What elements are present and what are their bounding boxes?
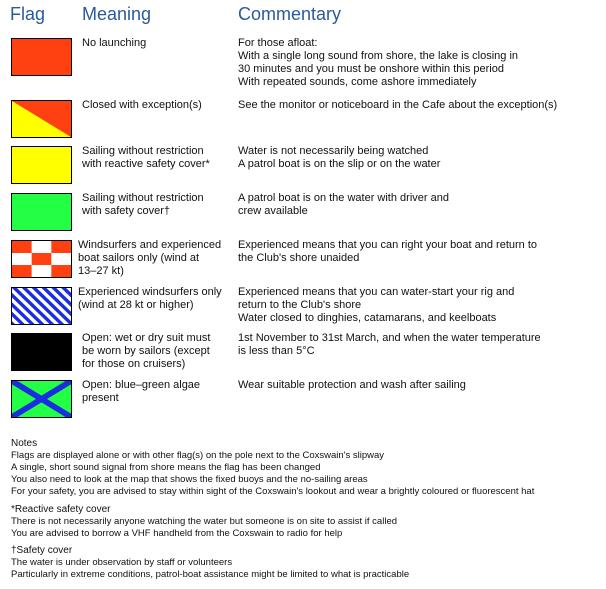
signal-flag-icon xyxy=(11,380,72,418)
reactive-cover-line: There is not necessarily anyone watching the water but someone is on site to assist if called xyxy=(11,516,398,527)
flag-meaning xyxy=(82,145,242,171)
commentary-line: Water closed to dinghies, catamarans, and keelboats xyxy=(238,312,497,324)
meaning-line: Open: wet or dry suit must xyxy=(82,332,211,344)
meaning-line: with reactive safety cover* xyxy=(82,158,210,170)
notes-title: Notes xyxy=(11,438,38,449)
safety-cover-line: Particularly in extreme conditions, patrol-boat assistance might be limited to what is practicable xyxy=(11,569,410,580)
commentary-line: A patrol boat is on the slip or on the water xyxy=(238,158,441,170)
flag-commentary xyxy=(238,332,600,358)
reactive-cover-line: You are advised to borrow a VHF handheld from the Coxswain to radio for help xyxy=(11,528,343,539)
flag-meaning xyxy=(82,99,242,112)
meaning-line: for those on cruisers) xyxy=(82,358,186,370)
signal-flag-icon xyxy=(11,146,72,184)
flag-commentary xyxy=(238,379,600,392)
commentary-line: Wear suitable protection and wash after sailing xyxy=(238,379,466,391)
meaning-line: Open: blue–green algae xyxy=(82,379,201,391)
commentary-line: 30 minutes and you must be onshore within this period xyxy=(238,63,504,75)
flag-commentary xyxy=(238,286,600,325)
meaning-line: (wind at 28 kt or higher) xyxy=(78,299,194,311)
meaning-line: Experienced windsurfers only xyxy=(78,286,222,298)
meaning-line: Sailing without restriction xyxy=(82,145,204,157)
signal-flag-icon xyxy=(11,240,72,278)
notes-line: Flags are displayed alone or with other flag(s) on the pole next to the Coxswain's slipway xyxy=(11,450,385,461)
flag-meaning xyxy=(82,379,242,405)
notes-line: You also need to look at the map that shows the fixed buoys and the no-sailing areas xyxy=(11,474,368,485)
safety-cover-section xyxy=(11,545,601,581)
flag-commentary xyxy=(238,37,600,89)
signal-flag-icon xyxy=(11,333,72,371)
notes-section xyxy=(11,438,601,498)
safety-cover-title: †Safety cover xyxy=(11,545,73,556)
commentary-line: With a single long sound from shore, the lake is closing in xyxy=(238,50,519,62)
commentary-line: is less than 5°C xyxy=(238,345,315,357)
commentary-line: 1st November to 31st March, and when the water temperature xyxy=(238,332,541,344)
signal-flag-icon xyxy=(11,38,72,76)
commentary-line: Water is not necessarily being watched xyxy=(238,145,429,157)
meaning-line: be worn by sailors (except xyxy=(82,345,210,357)
commentary-line: With repeated sounds, come ashore immediately xyxy=(238,76,477,88)
commentary-line: crew available xyxy=(238,205,308,217)
meaning-line: boat sailors only (wind at xyxy=(78,252,200,264)
commentary-line: For those afloat: xyxy=(238,37,318,49)
commentary-line: the Club's shore unaided xyxy=(238,252,360,264)
flag-commentary xyxy=(238,192,600,218)
meaning-line: with safety cover† xyxy=(82,205,171,217)
reactive-cover-title: *Reactive safety cover xyxy=(11,504,111,515)
signal-flag-icon xyxy=(11,193,72,231)
signal-flag-icon xyxy=(11,100,72,138)
commentary-line: Experienced means that you can right your boat and return to xyxy=(238,239,538,251)
flag-commentary xyxy=(238,239,600,265)
meaning-line: 13–27 kt) xyxy=(78,265,124,277)
meaning-line: No launching xyxy=(82,37,147,49)
flag-commentary xyxy=(238,145,600,171)
safety-cover-line: The water is under observation by staff or volunteers xyxy=(11,557,233,568)
flag-meaning xyxy=(82,37,242,50)
meaning-column-header: Meaning xyxy=(82,4,152,24)
commentary-line: return to the Club's shore xyxy=(238,299,362,311)
commentary-line: Experienced means that you can water-start your rig and xyxy=(238,286,515,298)
notes-line: For your safety, you are advised to stay within sight of the Coxswain's lookout and wear a brightly coloured or fluorescent hat xyxy=(11,486,535,497)
notes-line: A single, short sound signal from shore means the flag has been changed xyxy=(11,462,321,473)
meaning-line: Closed with exception(s) xyxy=(82,99,202,111)
flag-meaning xyxy=(78,239,238,278)
meaning-line: Windsurfers and experienced xyxy=(78,239,222,251)
flag-column-header: Flag xyxy=(10,4,46,24)
signal-flag-icon xyxy=(11,287,72,325)
reactive-cover-section xyxy=(11,504,601,540)
meaning-line: Sailing without restriction xyxy=(82,192,204,204)
commentary-column-header: Commentary xyxy=(238,4,342,24)
meaning-line: present xyxy=(82,392,119,404)
flag-meaning xyxy=(82,192,242,218)
commentary-line: A patrol boat is on the water with driver and xyxy=(238,192,449,204)
flag-meaning xyxy=(78,286,238,312)
flag-commentary xyxy=(238,99,600,112)
flag-meaning xyxy=(82,332,242,371)
commentary-line: See the monitor or noticeboard in the Cafe about the exception(s) xyxy=(238,99,558,111)
